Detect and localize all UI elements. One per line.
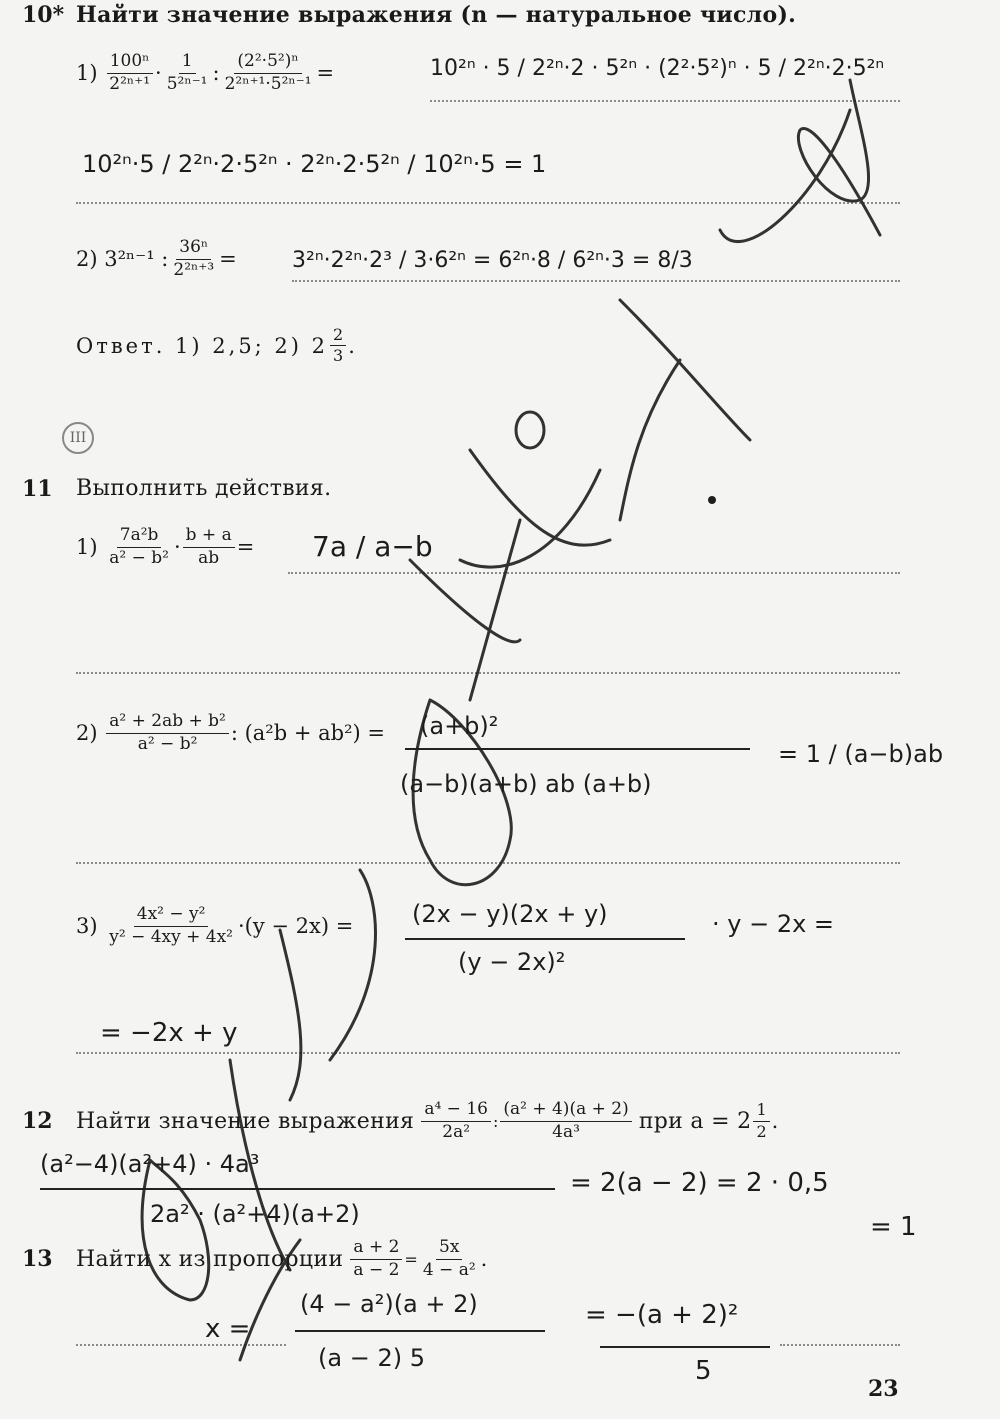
handwritten-work-11-1: 7a / a−b [312, 530, 433, 563]
answer-line [288, 572, 900, 574]
handwritten-work-12-res: = 2(a − 2) = 2 · 0,5 [570, 1168, 829, 1198]
scribble-stroke [280, 930, 301, 1100]
fraction-bar [405, 938, 685, 940]
section-marker: III [62, 422, 94, 454]
answer-line [292, 280, 900, 282]
answer-line [76, 672, 900, 674]
handwritten-work-10-2: 3²ⁿ·2²ⁿ·2³ / 3·6²ⁿ = 6²ⁿ·8 / 6²ⁿ·3 = 8/3 [292, 248, 693, 273]
answer-line [76, 202, 900, 204]
fraction-bar [600, 1346, 770, 1348]
handwritten-work-11-3-line2: = −2x + y [100, 1018, 238, 1048]
handwritten-work-12-den: 2a² · (a²+4)(a+2) [150, 1200, 360, 1228]
fraction-bar [295, 1330, 545, 1332]
handwritten-work-10-1b: 10²ⁿ·5 / 2²ⁿ·2·5²ⁿ · 2²ⁿ·2·5²ⁿ / 10²ⁿ·5 = 1 [82, 150, 547, 178]
task11-title: Выполнить действия. [76, 476, 332, 501]
task13-statement: 13 Найти x из пропорции $\frac{a + 2}{a - 2}$ = $\frac{5x}{\text{4 − a²}}$ . [22, 1237, 488, 1280]
handwritten-work-11-3-num: (2x − y)(2x + y) [412, 900, 608, 928]
task10-number: 10* [22, 2, 65, 28]
task10-answer: Ответ. 1) 2,5; 2) 2 $\frac{2}{3}$ . [76, 325, 355, 366]
answer-line [76, 1344, 286, 1346]
page-number: 23 [868, 1376, 899, 1402]
handwritten-work-12-res2: = 1 [870, 1212, 917, 1242]
part-label: 2) [76, 721, 98, 746]
scribble-circle [516, 412, 544, 448]
handwritten-work-11-3-tail: · y − 2x = [712, 910, 835, 938]
task11-part1: 1) $\frac{\text{7a²b}}{\text{a² − b²}}$ · $\frac{b + a}{ab}$ = [76, 525, 255, 568]
handwritten-work-13-res-num: = −(a + 2)² [585, 1300, 739, 1330]
handwritten-work-13-num: (4 − a²)(a + 2) [300, 1290, 478, 1318]
scribble-stroke [620, 360, 680, 520]
fraction-bar [405, 748, 750, 750]
task12-number: 12 [22, 1108, 53, 1135]
scribble-stroke [620, 300, 750, 440]
handwritten-work-11-3-den: (y − 2x)² [458, 948, 566, 976]
scribble-dot [708, 496, 716, 504]
scribble-stroke [720, 110, 850, 242]
answer-line [76, 862, 900, 864]
handwritten-work-11-2-res: = 1 / (a−b)ab [778, 740, 944, 768]
scribble-stroke [460, 470, 600, 567]
handwritten-work-13-den: (a − 2) 5 [318, 1344, 425, 1372]
part-label: 3) [76, 914, 98, 939]
task11-number: 11 [22, 476, 53, 502]
task12-title: Найти значение выражения [76, 1108, 415, 1134]
task11-part2: 2) $\frac{\text{a² + 2ab + b²}}{\text{a² − b²}}$ : (a²b + ab²) = [76, 711, 385, 754]
scribble-stroke [330, 870, 375, 1060]
answer-line [780, 1344, 900, 1346]
fraction: $\frac{\text{100ⁿ}}{\text{2²ⁿ⁺¹}}$ [106, 52, 153, 94]
handwritten-work-12-num: (a²−4)(a²+4) · 4a³ [40, 1150, 260, 1178]
task10-part1: 1) $\frac{\text{100ⁿ}}{\text{2²ⁿ⁺¹}}$ · $\frac{1}{\text{5²ⁿ⁻¹}}$ : $\frac{\text{(2²·5²)ⁿ}}{\text{2²ⁿ⁺¹·5²ⁿ⁻¹}}$ = [76, 51, 335, 94]
scribble-stroke [470, 450, 610, 545]
task13-title: Найти x из пропорции [76, 1246, 344, 1272]
expression: 3²ⁿ⁻¹ : [104, 247, 169, 272]
part-label: 2) [76, 247, 98, 272]
scribble-stroke [798, 80, 880, 235]
task10-title: Найти значение выражения (n — натуральное число). [76, 2, 797, 28]
part-label: 1) [76, 535, 98, 560]
handwritten-work-11-2-den: (a−b)(a+b) ab (a+b) [400, 770, 652, 798]
answer-line [430, 100, 900, 102]
handwritten-work-11-2-num: (a+b)² [420, 712, 499, 740]
handwritten-work-13-res-den: 5 [695, 1356, 712, 1386]
task12-statement: 12 Найти значение выражения $\frac{\text{a⁴ − 16}}{\text{2a²}}$ : $\frac{\text{(a² + 4)(a + 2)}}{\text{4a³}}$ при a = 2 $\frac{1}{2}$ . [22, 1099, 779, 1142]
handwritten-work-13-lhs: x = [205, 1314, 251, 1344]
fraction: $\frac{1}{\text{5²ⁿ⁻¹}}$ [166, 51, 208, 94]
task10-part2: 2) 3²ⁿ⁻¹ : $\frac{\text{36ⁿ}}{\text{2²ⁿ⁺³}}$ = [76, 237, 237, 280]
fraction: $\frac{\text{(2²·5²)ⁿ}}{\text{2²ⁿ⁺¹·5²ⁿ⁻¹}}$ [224, 51, 312, 94]
answer-line [76, 1052, 900, 1054]
part-label: 1) [76, 61, 98, 86]
task11-part3: 3) $\frac{\text{4x² − y²}}{\text{y² − 4xy + 4x²}}$ ·(y − 2x) = [76, 904, 354, 947]
handwritten-work-10-1a: 10²ⁿ · 5 / 2²ⁿ·2 · 5²ⁿ · (2²·5²)ⁿ · 5 / 2²ⁿ·2·5²ⁿ [430, 56, 885, 81]
task13-number: 13 [22, 1246, 53, 1273]
fraction: $\frac{\text{36ⁿ}}{\text{2²ⁿ⁺³}}$ [173, 237, 215, 280]
fraction-bar [40, 1188, 555, 1190]
